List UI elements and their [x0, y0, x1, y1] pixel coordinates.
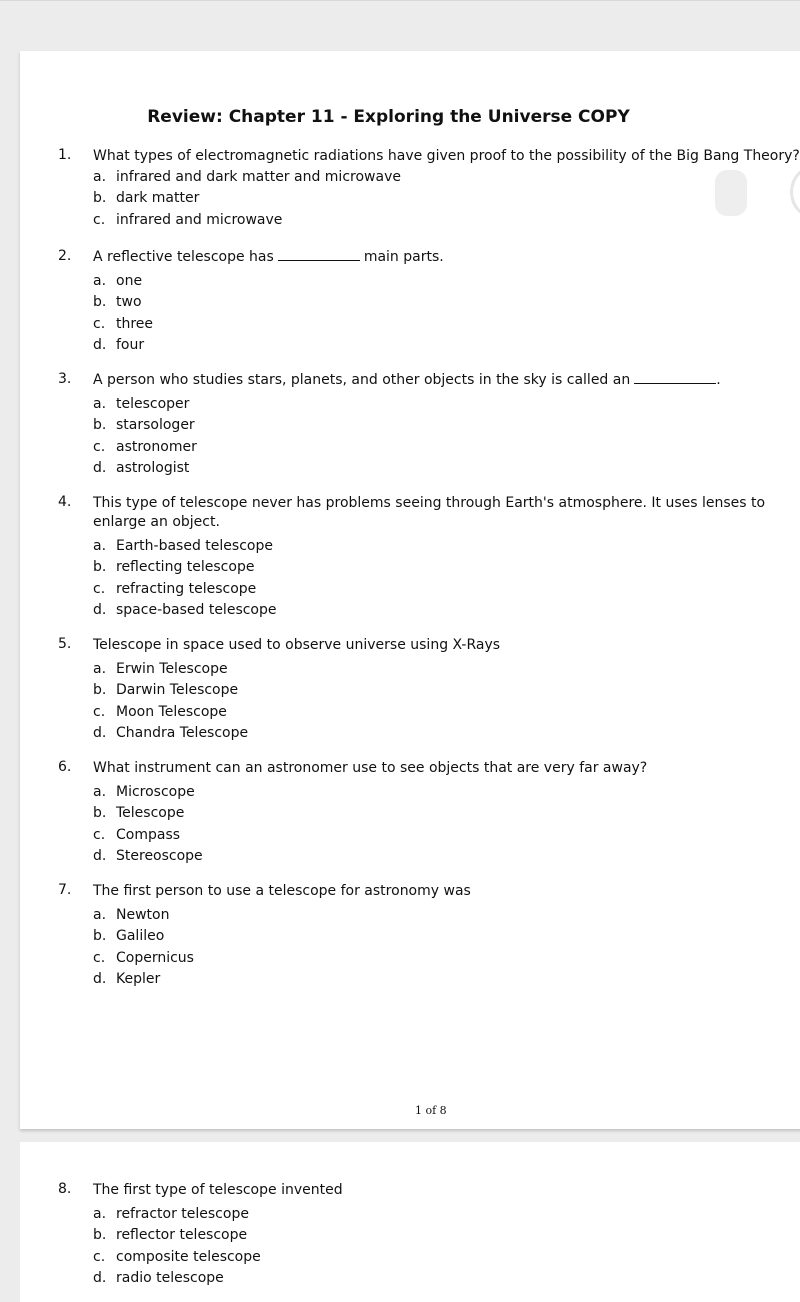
answer-option[interactable]	[93, 458, 197, 479]
answer-option[interactable]	[93, 1268, 261, 1289]
viewer-top-edge	[0, 0, 800, 1]
option-letter: a.	[93, 396, 107, 412]
option-text: Kepler	[116, 970, 161, 987]
answer-option[interactable]	[93, 723, 248, 744]
answer-option[interactable]	[93, 1225, 261, 1246]
question-text-before: A reflective telescope has	[93, 249, 274, 265]
option-letter: b.	[93, 928, 107, 945]
answer-option[interactable]	[93, 292, 153, 313]
answer-option[interactable]	[93, 210, 401, 231]
option-text: reflector telescope	[116, 1227, 248, 1244]
option-letter: b.	[93, 805, 107, 822]
question-number: 8.	[58, 1181, 72, 1197]
answer-options	[93, 536, 277, 621]
option-letter: a.	[93, 907, 107, 923]
answer-option[interactable]	[93, 188, 401, 209]
option-text: telescoper	[116, 396, 190, 412]
option-text: Chandra Telescope	[116, 724, 249, 741]
option-text: infrared and dark matter and microwave	[116, 169, 401, 185]
answer-options	[93, 167, 401, 231]
option-text: Compass	[116, 826, 181, 843]
option-letter: c.	[93, 580, 106, 597]
question-text-before: A person who studies stars, planets, and other objects in the sky is called an	[93, 372, 631, 388]
option-text: refractor telescope	[116, 1206, 249, 1222]
answer-option[interactable]	[93, 335, 153, 356]
option-text: Newton	[116, 907, 170, 923]
answer-option[interactable]	[93, 557, 277, 578]
question-text	[93, 371, 798, 390]
option-letter: a.	[93, 661, 107, 677]
option-text: reflecting telescope	[116, 559, 255, 576]
answer-option[interactable]	[93, 1247, 261, 1268]
option-text: Stereoscope	[116, 847, 203, 864]
option-text: astronomer	[116, 438, 197, 455]
option-letter: b.	[93, 190, 107, 207]
answer-option[interactable]	[93, 394, 197, 415]
answer-blank	[278, 259, 360, 261]
answer-options	[93, 905, 194, 990]
option-letter: d.	[93, 601, 107, 618]
option-letter: c.	[93, 315, 106, 332]
answer-option[interactable]	[93, 803, 203, 824]
option-letter: d.	[93, 336, 107, 353]
option-letter: a.	[93, 1206, 107, 1222]
answer-option[interactable]	[93, 415, 197, 436]
option-text: Erwin Telescope	[116, 661, 228, 677]
question-text: This type of telescope never has problems seeing through Earth's atmosphere. It uses lenses to enlarge an object.	[93, 495, 766, 530]
option-letter: c.	[93, 438, 106, 455]
option-text: Galileo	[116, 928, 165, 945]
answer-option[interactable]	[93, 437, 197, 458]
option-text: Earth-based telescope	[116, 538, 273, 554]
question-number: 7.	[58, 882, 72, 898]
question-number: 2.	[58, 248, 72, 264]
question-number: 3.	[58, 371, 72, 387]
question-text-after: main parts.	[363, 249, 444, 265]
answer-blank	[634, 382, 716, 384]
option-letter: d.	[93, 459, 107, 476]
answer-options	[93, 1204, 261, 1289]
question-text: Telescope in space used to observe universe using X-Rays	[93, 637, 501, 653]
answer-option[interactable]	[93, 579, 277, 600]
answer-option[interactable]	[93, 600, 277, 621]
option-letter: c.	[93, 826, 106, 843]
answer-option[interactable]	[93, 167, 401, 188]
answer-option[interactable]	[93, 782, 203, 803]
option-letter: b.	[93, 1227, 107, 1244]
option-letter: d.	[93, 1269, 107, 1286]
option-letter: a.	[93, 538, 107, 554]
answer-option[interactable]	[93, 969, 194, 990]
answer-option[interactable]	[93, 926, 194, 947]
option-text: one	[116, 273, 143, 289]
option-text: space-based telescope	[116, 601, 277, 618]
answer-option[interactable]	[93, 314, 153, 335]
option-letter: d.	[93, 724, 107, 741]
option-letter: d.	[93, 847, 107, 864]
answer-option[interactable]	[93, 702, 248, 723]
answer-options	[93, 659, 248, 744]
answer-options	[93, 394, 197, 479]
option-letter: c.	[93, 211, 106, 228]
answer-options	[93, 782, 203, 867]
answer-option[interactable]	[93, 1204, 261, 1225]
question-text: The first type of telescope invented	[93, 1182, 343, 1198]
option-letter: d.	[93, 970, 107, 987]
answer-option[interactable]	[93, 846, 203, 867]
option-text: refracting telescope	[116, 580, 257, 597]
option-text: two	[116, 294, 142, 311]
option-text: starsologer	[116, 417, 195, 434]
option-letter: b.	[93, 294, 107, 311]
option-text: dark matter	[116, 190, 200, 207]
option-text: radio telescope	[116, 1269, 224, 1286]
answer-option[interactable]	[93, 905, 194, 926]
option-letter: a.	[93, 169, 107, 185]
question-text-after: .	[716, 372, 721, 388]
answer-option[interactable]	[93, 536, 277, 557]
option-text: three	[116, 315, 154, 332]
question-number: 5.	[58, 636, 72, 652]
answer-option[interactable]	[93, 825, 203, 846]
option-letter: a.	[93, 784, 107, 800]
option-letter: b.	[93, 559, 107, 576]
option-text: infrared and microwave	[116, 211, 283, 228]
document-page-2	[20, 1142, 800, 1302]
answer-option[interactable]	[93, 680, 248, 701]
option-letter: c.	[93, 1248, 106, 1265]
answer-option[interactable]	[93, 659, 248, 680]
scroll-handle[interactable]	[715, 170, 747, 216]
option-letter: b.	[93, 417, 107, 434]
option-text: Telescope	[116, 805, 185, 822]
answer-option[interactable]	[93, 948, 194, 969]
question-text: What types of electromagnetic radiations have given proof to the possibility of the Big Bang Theory?	[93, 148, 800, 164]
option-letter: c.	[93, 703, 106, 720]
document-title: Review: Chapter 11 - Exploring the Universe COPY	[147, 107, 630, 127]
option-letter: b.	[93, 682, 107, 699]
option-text: Copernicus	[116, 949, 194, 966]
page-indicator: 1 of 8	[415, 1104, 447, 1117]
question-text	[93, 248, 798, 267]
answer-option[interactable]	[93, 271, 153, 292]
option-letter: a.	[93, 273, 107, 289]
option-text: Microscope	[116, 784, 195, 800]
option-text: astrologist	[116, 459, 190, 476]
option-text: Darwin Telescope	[116, 682, 239, 699]
question-number: 6.	[58, 759, 72, 775]
question-text: The first person to use a telescope for astronomy was	[93, 883, 471, 899]
question-number: 1.	[58, 147, 72, 163]
question-number: 4.	[58, 494, 72, 510]
question-text: What instrument can an astronomer use to see objects that are very far away?	[93, 760, 648, 776]
option-text: four	[116, 336, 145, 353]
document-page-1	[20, 51, 800, 1129]
option-text: composite telescope	[116, 1248, 261, 1265]
answer-options	[93, 271, 153, 356]
option-letter: c.	[93, 949, 106, 966]
option-text: Moon Telescope	[116, 703, 227, 720]
